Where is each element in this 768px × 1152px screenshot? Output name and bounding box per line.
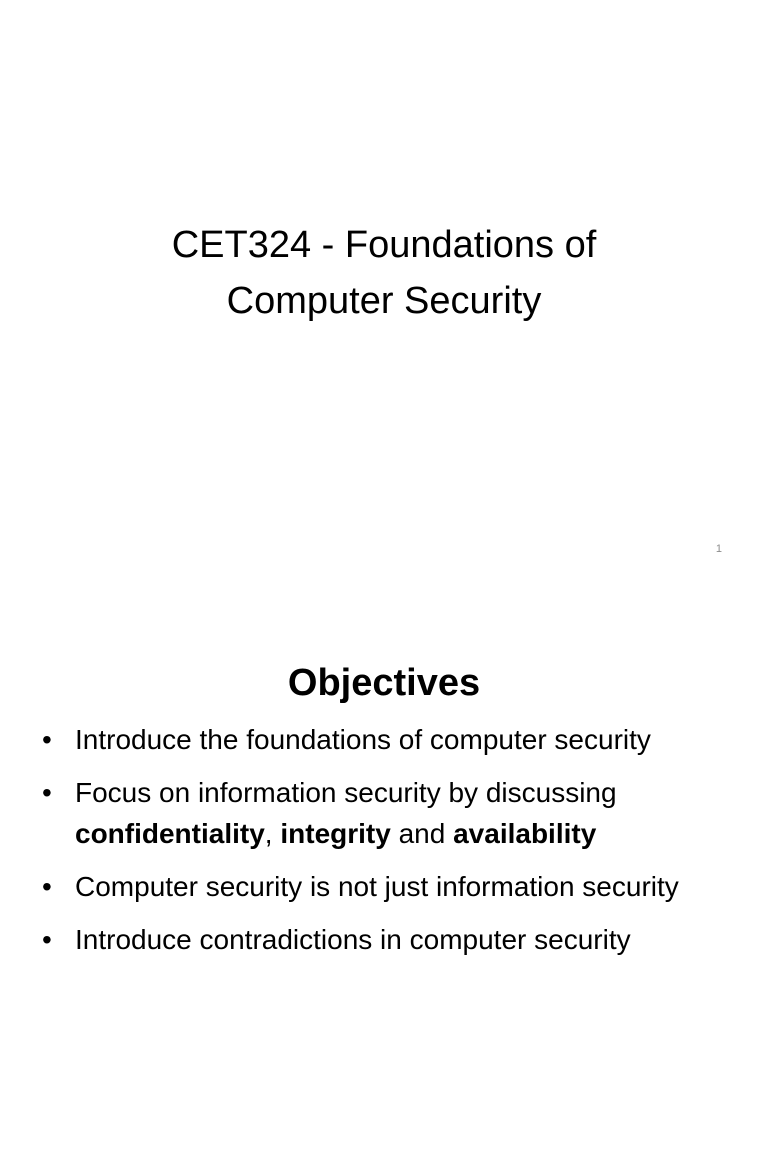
title-line-1: CET324 - Foundations of: [171, 224, 597, 267]
slide-title: Objectives: [287, 661, 481, 704]
title-line-2: Computer Security: [226, 280, 542, 323]
bullet-item: [42, 772, 732, 854]
bullet-icon: •: [42, 777, 52, 808]
separator: and: [390, 818, 454, 849]
bullet-icon: •: [42, 924, 52, 955]
slide-number: 1: [715, 543, 722, 555]
bullet-item: [42, 919, 732, 960]
separator: ,: [264, 818, 281, 849]
bullet-item: [42, 719, 732, 760]
term-confidentiality: confidentiality: [75, 818, 265, 849]
bullet-icon: •: [42, 724, 52, 755]
bullet-item: [42, 866, 732, 907]
bullet-text: Introduce contradictions in computer security: [75, 924, 631, 955]
term-integrity: integrity: [280, 818, 391, 849]
slide-title: [0, 217, 768, 329]
term-availability: availability: [453, 818, 597, 849]
bullet-text: Introduce the foundations of computer security: [75, 724, 651, 755]
slide-2: [0, 576, 768, 1152]
bullet-text: Computer security is not just information security: [75, 871, 679, 902]
bullet-icon: •: [42, 871, 52, 902]
bullet-list: [42, 719, 732, 972]
bullet-text: Focus on information security by discussing: [75, 777, 617, 808]
